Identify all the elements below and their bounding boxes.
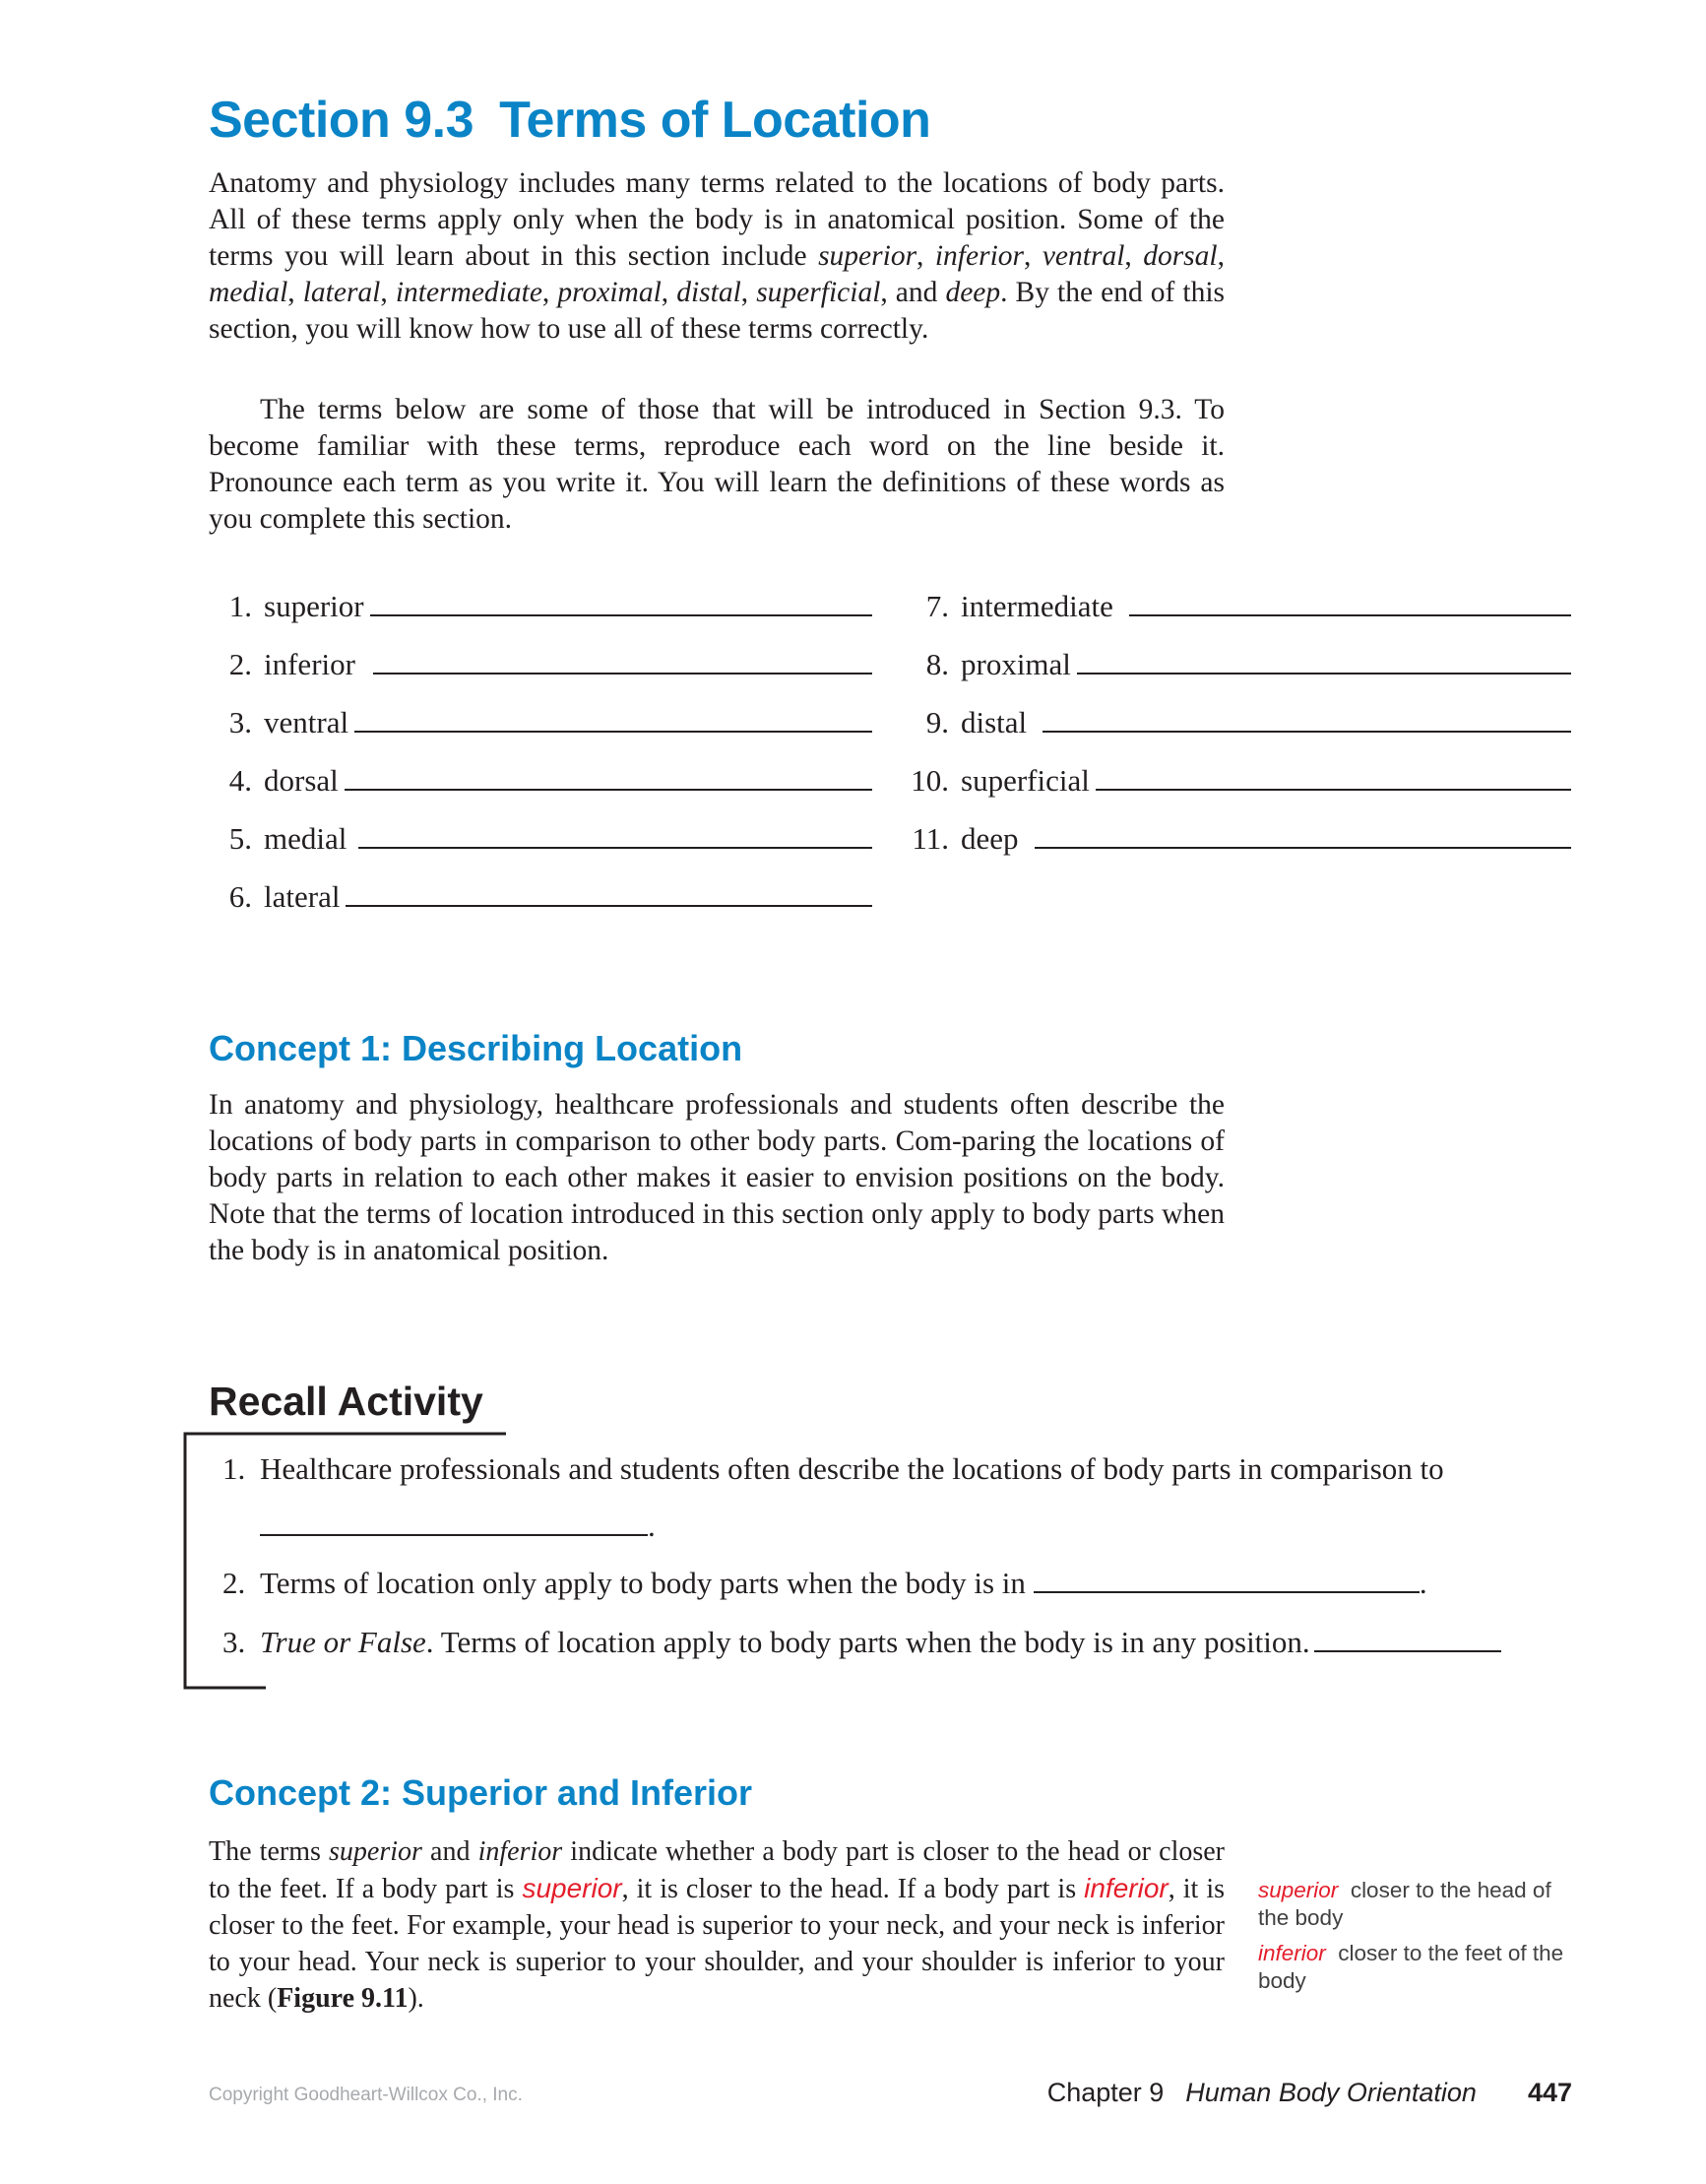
term-label: deep [961, 821, 1019, 856]
concept-1-heading: Concept 1: Describing Location [209, 1028, 743, 1068]
page-footer [1047, 2078, 1572, 2108]
recall-answer-1 [260, 1509, 656, 1544]
margin-definition-inferior [1258, 1940, 1583, 1995]
section-name: Terms of Location [499, 92, 931, 149]
term-answer-line[interactable] [1043, 705, 1571, 733]
term-lateral: lateral [302, 277, 381, 308]
question-text: . Terms of location apply to body parts when the body is in any position. [425, 1625, 1310, 1659]
term-label: dorsal [264, 763, 339, 798]
question-text: Healthcare professionals and students often describe the locations of body parts in comparison to [260, 1451, 1444, 1486]
term-intermediate: intermediate [395, 277, 542, 308]
term-row [898, 763, 1571, 803]
concept-1-body: In anatomy and physiology, healthcare professionals and students often describe the locations of body parts in comparison to other body parts. Com-paring the locations of body parts in relation to each other makes it easier to envision positions on the body. Note that the terms of location introduced in this section only apply to body parts when the body is in anatomical position. [209, 1089, 1225, 1266]
question-number: 1. [222, 1451, 246, 1486]
term-answer-line[interactable] [1096, 763, 1571, 791]
term-number: 9. [925, 705, 949, 739]
term-number: 7. [925, 589, 949, 623]
term-number: 3. [228, 705, 252, 739]
text-run: indicate whether a body part is closer to the head or closer to the feet. If a body part is [209, 1836, 1225, 1904]
answer-blank[interactable] [1314, 1625, 1501, 1652]
concept-2-heading: Concept 2: Superior and Inferior [209, 1772, 753, 1813]
page-number: 447 [1527, 2078, 1572, 2107]
chapter-label: Chapter 9 [1046, 2078, 1165, 2107]
definition-term: inferior [1258, 1941, 1326, 1965]
text-run: , it is closer to the feet. For example, your head is superior to your neck, and your neck is inferior to your head. Your neck is superior to your shoulder, and your shoulder is inferior to your neck ( [209, 1874, 1226, 2014]
term-label: superior [264, 589, 364, 623]
key-term-inferior: inferior [1084, 1873, 1169, 1903]
intro-paragraph-2: The terms below are some of those that will be introduced in Section 9.3. To become familiar with these terms, reproduce each word on the line beside it. Pronounce each term as you write it. You will learn the definitions of these words as you complete this section. [209, 394, 1225, 535]
term-number: 5. [228, 821, 252, 856]
term-row [209, 589, 872, 628]
term-number: 11. [912, 821, 949, 856]
recall-heading: Recall Activity [209, 1379, 483, 1424]
term-distal: distal [676, 277, 741, 308]
section-title [209, 91, 930, 150]
question-number: 2. [222, 1566, 246, 1600]
definition-text: closer to the head of the body [1258, 1878, 1551, 1930]
term-label: superficial [961, 763, 1090, 798]
term-label: ventral [264, 705, 349, 739]
term-row [898, 589, 1571, 628]
term-number: 2. [228, 647, 252, 681]
figure-reference[interactable]: Figure 9.11 [277, 1983, 409, 2014]
term-row [209, 879, 872, 919]
term-answer-line[interactable] [1129, 589, 1571, 616]
term-row [898, 647, 1571, 686]
term-inferior: inferior [477, 1836, 563, 1867]
term-row [898, 821, 1571, 861]
answer-blank[interactable] [260, 1509, 648, 1536]
term-answer-line[interactable] [1077, 647, 1571, 674]
definition-text: closer to the feet of the body [1258, 1941, 1564, 1993]
term-list-left [209, 589, 872, 919]
term-answer-line[interactable] [373, 647, 872, 674]
text-run: , it is closer to the head. If a body part is [621, 1874, 1085, 1904]
definition-term: superior [1258, 1878, 1339, 1902]
term-ventral: ventral [1042, 240, 1125, 272]
intro-paragraph-1: Anatomy and physiology includes many terms related to the locations of body parts. All of these terms apply only when the body is in anatomical position. Some of the terms you will learn about in this section include superior, inferior, ventral, dorsal, medial, lateral, intermediate, proximal, distal, superficial, and deep. By the end of this section, you will know how to use all of these terms correctly. [209, 167, 1225, 345]
punctuation: . [648, 1509, 656, 1543]
term-answer-line[interactable] [1035, 821, 1571, 849]
term-dorsal: dorsal [1143, 240, 1218, 272]
term-row [209, 821, 872, 861]
term-superior: superior [818, 240, 917, 272]
term-deep: deep [945, 277, 1001, 308]
margin-definition-superior [1258, 1877, 1583, 1932]
term-superior: superior [329, 1836, 422, 1867]
chapter-title: Human Body Orientation [1185, 2078, 1477, 2107]
term-answer-line[interactable] [345, 763, 872, 791]
text-run: and [421, 1836, 478, 1867]
term-number: 6. [228, 879, 252, 914]
text-run: ). [408, 1983, 424, 2014]
recall-question-1 [222, 1451, 1444, 1487]
term-label: inferior [264, 647, 355, 681]
question-emphasis: True or False [260, 1625, 426, 1659]
term-inferior: inferior [934, 240, 1025, 272]
recall-question-2 [222, 1566, 1427, 1601]
question-text: Terms of location only apply to body parts when the body is in [260, 1566, 1026, 1600]
term-label: intermediate [961, 589, 1113, 623]
term-row [209, 647, 872, 686]
recall-question-3 [222, 1625, 1501, 1660]
term-row [898, 705, 1571, 744]
term-number: 8. [925, 647, 949, 681]
term-label: proximal [961, 647, 1071, 681]
term-number: 1. [228, 589, 252, 623]
term-label: distal [961, 705, 1028, 739]
answer-blank[interactable] [1034, 1566, 1420, 1593]
intro-tail-text: . By the end of this section, you will know how to use all of these terms correctly. [209, 277, 1225, 345]
term-proximal: proximal [557, 277, 662, 308]
term-answer-line[interactable] [346, 879, 872, 907]
term-row [209, 705, 872, 744]
term-answer-line[interactable] [370, 589, 872, 616]
key-term-superior: superior [522, 1873, 622, 1903]
intro-lead-text: Anatomy and physiology includes many terms related to the locations of body parts. All of these terms apply only when the body is in anatomical position. Some of the terms you will learn about in this section include [209, 167, 1225, 272]
question-number: 3. [222, 1625, 246, 1659]
term-superficial: superficial [756, 277, 881, 308]
term-number: 10. [911, 763, 949, 798]
text-run: The terms [209, 1836, 329, 1867]
copyright-notice: Copyright Goodheart-Willcox Co., Inc. [209, 2085, 523, 2105]
term-answer-line[interactable] [358, 821, 872, 849]
section-number: Section 9.3 [209, 92, 474, 149]
term-label: medial [264, 821, 348, 856]
term-answer-line[interactable] [354, 705, 872, 733]
punctuation: . [1419, 1566, 1427, 1600]
term-list-right [898, 589, 1571, 861]
term-row [209, 763, 872, 803]
term-label: lateral [264, 879, 341, 914]
term-number: 4. [228, 763, 252, 798]
term-medial: medial [209, 277, 288, 308]
concept-2-body [209, 1833, 1225, 2017]
